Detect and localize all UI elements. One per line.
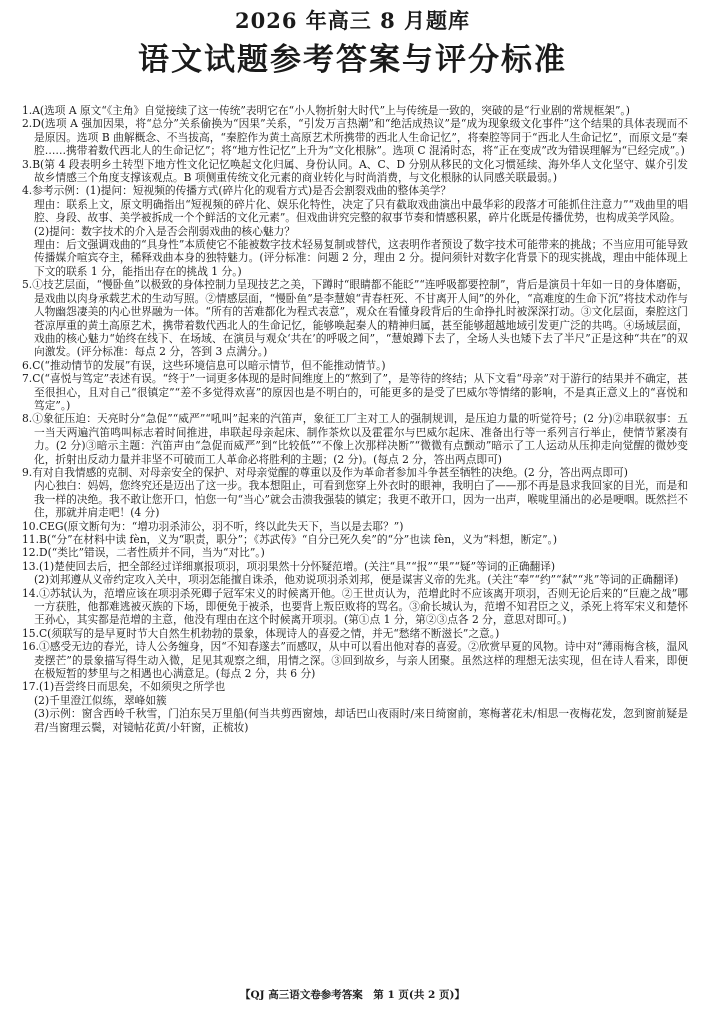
- answer-4-reason-1: 理由：联系上文，原文明确指出“短视频的碎片化、娱乐化特性，决定了只有截取戏曲演出中最华彩的段落才可能抓住注意力”“戏曲里的唱腔、身段、故事、美学被拆成一个个鲜活的文化元素”。但戏曲讲究完整的叙事节奏和情感积累，碎片化既是传播优势，也构成美学风险。: [34, 197, 688, 225]
- answer-12: 12.D(“类比”错误，二者性质并不同，当为“对比”。): [22, 546, 265, 560]
- answer-3: 3.B(第 4 段表明乡土转型下地方性文化记忆唤起文化归属、身份认同。A、C、D 分别从移民的文化习惯延续、海外华人文化坚守、媒介引发故乡情感三个角度支撑该观点。B 项侧重传统文化元素的商业转化与时尚消费，与文化根脉的认同感关联最弱。): [22, 157, 688, 185]
- answer-10: 10.CEG(原文断句为：“增功羽杀沛公，羽不听，终以此失天下，当以是去耶？”): [22, 519, 404, 533]
- answer-4-reason-2: 理由：后文强调戏曲的“具身性”本质使它不能被数字技术轻易复制或替代，这表明作者预设了数字技术可能带来的挑战；不当应用可能导致传播媒介喧宾夺主，稀释戏曲本身的独特魅力。(评分标准：问题 2 分，理由 2 分。提问须针对数字化背景下的现实挑战，理由中能体现上下文的联系 1 分，能指出存在的挑战 1 分。): [34, 238, 688, 278]
- answer-5: 5.①技艺层面，“慢卧鱼”以极致的身体控制力呈现技艺之美，下蹲时“眼睛都不能眨”“连呼吸都要控制”，背后是演员十年如一日的身体磨砺，是戏曲以肉身承载艺术的生动写照。②情感层面，“慢卧鱼”是李慧娘“青春枉死、不甘离开人间”的外化，“高难度的生命下沉”将技术动作与人物幽怨凄美的内心世界融为一体。“所有的苦难都化为程式表意”，观众在看懂身段背后的生命挣扎时被深深打动。③文化层面，秦腔这门苍凉厚重的黄土高原艺术，携带着数代西北人的生命记忆，能够唤起秦人的精神归属，甚至能够超越地域引发更广泛的共鸣。④场域层面，戏曲的核心魅力“始终在线下、在场域、在演员与观众‘共在’的呼吸之间”，“慧娘蹲下去了，全场人头也矮下去了半尺”正是这种“共在”的双向激发。(评分标准：每点 2 分，答到 3 点满分。): [22, 278, 688, 359]
- answer-15: 15.C(须联写的是早夏时节大自然生机勃勃的景象，体现诗人的喜爱之情，并无“愁绪不断滋长”之意。): [22, 626, 500, 640]
- answer-13-2: (2)刘邦遵从义帝约定攻入关中，项羽怎能擅自诛杀，他劝说项羽杀刘邦，便是谋害义帝的先兆。(关注“奉”“约”“弑”“兆”等词的正确翻译): [34, 573, 679, 587]
- answer-17-1: 17.(1)吾尝终日而思矣，不如须臾之所学也: [22, 680, 226, 694]
- exam-bank-title: 2026 年高三 8 月题库: [235, 8, 470, 33]
- answer-9: 9.有对自我情感的克制、对母亲安全的保护、对母亲觉醒的尊重以及作为革命者参加斗争甚至牺牲的决绝。(2 分，答出两点即可): [22, 465, 628, 479]
- answer-4-question-2: (2)提问：数字技术的介入是否会削弱戏曲的核心魅力？: [34, 224, 295, 238]
- answer-6: 6.C(“推动情节的发展”有误，这些环境信息可以暗示情节，但不能推动情节。): [22, 358, 386, 372]
- answer-13-1: 13.(1)楚使回去后，把全部经过详细禀报项羽，项羽果然十分怀疑范增。(关注“具”“报”“果”“疑”等词的正确翻译): [22, 559, 556, 573]
- answer-16: 16.①感受无边的春光，诗人公务缠身，因“不知春遂去”而感叹，从中可以看出他对春的喜爱。②欣赏早夏的风物。诗中对“薄雨梅含核，温风麦摆芒”的景象描写得生动入微，足见其观察之细，用情之深。③回到故乡，与亲人团聚。虽然这样的理想无法实现，但在诗人看来，即便在极短暂的梦里与之相遇也心满意足。(每点 2 分，共 6 分): [22, 640, 688, 681]
- answer-content: [22, 104, 688, 734]
- answer-7: 7.C(“喜悦与笃定”表述有误。“终于”一词更多体现的是时间维度上的“熬到了”，是等待的终结；从下文看“母亲”对于游行的结果并不确定，甚至很担心，且对自己“很镇定”“差不多觉得欢喜”的原因也是不明白的，可能更多的是受了巴威尔等情绪的影响，不是真正意义上的“喜悦和笃定”。): [22, 372, 688, 412]
- answer-2: 2.D(选项 A 强加因果，将“总分”关系偷换为“因果”关系，“引发万言热潮”和“绝活成热议”是“成为现象级文化事件”这个结果的具体表现而不是原因。选项 B 曲解概念、不当拔高，“秦腔作为黄土高原艺术所携带的西北人生命记忆”，将秦腔等同于“西北人生命记忆”，而原文是“秦腔……携带着数代西北人的生命记忆”；将“地方性记忆”上升为“文化根脉”。选项 C 混淆时态，将“正在变成”改为错误理解为“已经完成”。): [22, 117, 688, 158]
- answer-11: 11.B(“分”在材料中读 fèn，义为“职责，职分”；《苏武传》“自分已死久矣”的“分”也读 fèn，义为“料想，断定”。): [22, 533, 558, 546]
- page-footer: 【QJ 高三语文卷参考答案 第 1 页(共 2 页)】: [240, 989, 465, 1001]
- answer-17-2: (2)千里澄江似练，翠峰如簇: [34, 693, 167, 707]
- answer-1: 1.A(选项 A 原文“《主角》自觉接续了这一传统”表明它在“小人物折射大时代”上与传统是一致的，突破的是“行业剧的常规框架”。): [22, 104, 630, 117]
- answer-14: 14.①苏轼认为，范增应该在项羽杀死卿子冠军宋义的时候离开他。②王世贞认为，范增此时不应该离开项羽，否则无论后来的“巨鹿之战”哪一方获胜，他都难逃被灭族的下场，即便免于被杀，也要背上叛臣败将的骂名。③俞长城认为，范增不知君臣之义，杀死上将军宋义和楚怀王孙心，其实都是范增的主意，他没有理由在这个时候离开项羽。(第①点 1 分，第②③点各 2 分，意思对即可。): [22, 586, 688, 627]
- document-title: 语文试题参考答案与评分标准: [138, 42, 567, 78]
- answer-4: 4.参考示例：(1)提问：短视频的传播方式(碎片化的观看方式)是否会割裂戏曲的整体美学？: [22, 184, 452, 198]
- answer-8: 8.①象征压迫：天亮时分“急促”“威严”“吼叫”起来的汽笛声，象征工厂主对工人的强制规训，是压迫力量的听觉符号；(2 分)②串联叙事：五一当天两遍汽笛鸣叫标志着时间推进，串联起母亲起床、制作茶炊以及霍霍尔与巴威尔起床、准备出行等一系列言行举止，使情节紧凑有力。(2 分)③暗示主题：汽笛声由“急促而威严”到“比较低”“不像上次那样决断”“微微有点颤动”暗示了工人运动从压抑走向觉醒的微妙变化，折射出反动力量并非坚不可破而工人革命必将胜利的主题；(2 分)。(每点 2 分，答出两点即可): [22, 412, 688, 466]
- answer-17-3: (3)示例：窗含西岭千秋雪，门泊东吴万里船(何当共剪西窗烛，却话巴山夜雨时/来日绮窗前，寒梅著花未/相思一夜梅花发，忽到窗前疑是君/当窗理云鬓，对镜帖花黄/小轩窗，正梳妆): [34, 707, 688, 734]
- answer-9-monologue: 内心独白：妈妈，您终究还是迈出了这一步。我本想阻止，可看到您穿上外衣时的眼神，我明白了——那不再是恳求我回家的目光，而是和我一样的决绝。我不敢让您开口，怕您一句“当心”就会击溃我强装的镇定；我更不敢开口，因为一出声，喉咙里涌出的必是哽咽。既然拦不住，那就并肩走吧！(4 分): [34, 479, 688, 520]
